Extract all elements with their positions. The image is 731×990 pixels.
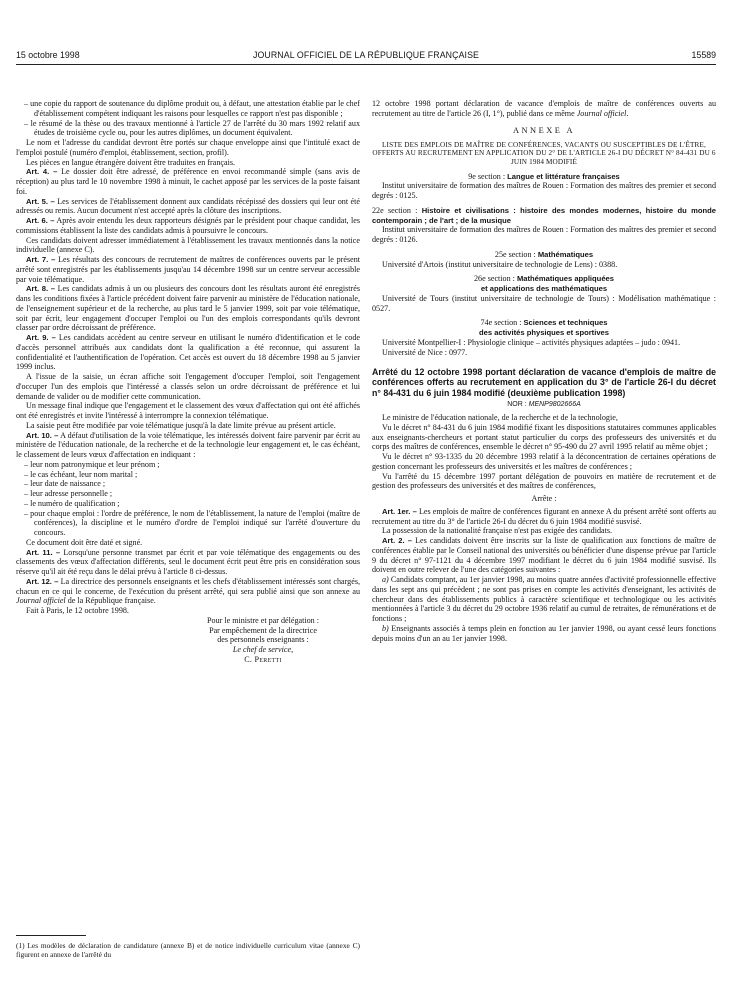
header-date: 15 octobre 1998 xyxy=(16,50,80,60)
section-9-heading xyxy=(372,172,716,182)
list-item: – le cas échéant, leur nom marital ; xyxy=(24,469,138,479)
article-label: Art. 6. – xyxy=(26,216,55,225)
article-5 xyxy=(16,197,360,217)
section-25-heading xyxy=(372,250,716,260)
article-text: Les services de l'établissement donnent aux candidats récépissé des dossiers qui leur ont été adressés ou remis. Aucun document n'est accepté après la clôture des inscriptions. xyxy=(16,196,360,216)
section-22-heading xyxy=(372,206,716,226)
item-letter: b) xyxy=(382,623,389,633)
paragraph: La saisie peut être modifiée par voie télématique jusqu'à la date limite prévue au présent article. xyxy=(26,420,336,430)
section-entry: Université Montpellier-I : Physiologie clinique – activités physiques adaptées – judo : 0941. xyxy=(382,337,681,347)
paragraph: La possession de la nationalité française n'est pas exigée des candidats. xyxy=(382,526,613,536)
article-label: Art. 11. – xyxy=(26,547,61,557)
list-item: – le numéro de qualification ; xyxy=(24,498,120,508)
list-item: – leur adresse personnelle ; xyxy=(24,489,113,498)
paragraph: 12 octobre 1998 portant déclaration de vacance d'emplois de maître de conférences ouverts au recrutement au titre de l'article 26 (I, 1°), publié dans ce même Journal officiel. xyxy=(372,99,716,118)
article-text: Après avoir entendu les deux rapporteurs désignés par le président pour chaque candidat, les commissions établissent la liste des candidats admis à poursuivre le concours. xyxy=(16,216,360,235)
article-text: Les emplois de maître de conférences figurant en annexe A du présent arrêté sont offerts au recrutement au titre du 3° de l'article 26-I du décret du 6 juin 1984 modifié susvisé. xyxy=(372,506,716,526)
signature-role-text: Le chef de service, xyxy=(232,645,294,654)
section-74-heading xyxy=(372,318,716,338)
section-number: 26e section : xyxy=(474,274,517,284)
header-rule xyxy=(16,64,716,65)
signature-line: des personnels enseignants : xyxy=(217,635,309,645)
annex-heading: ANNEXE A xyxy=(512,125,576,135)
item-letter: a) xyxy=(382,575,389,585)
section-entry: Université d'Artois (institut universitaire de technologie de Lens) : 0388. xyxy=(382,259,618,269)
nor-reference xyxy=(372,401,716,409)
header-title: JOURNAL OFFICIEL DE LA RÉPUBLIQUE FRANÇAISE xyxy=(252,50,480,60)
section-26-heading xyxy=(372,274,716,294)
journal-officiel-ref: Journal officiel xyxy=(576,108,627,118)
paragraph: Vu le décret n° 93-1335 du 20 décembre 1993 relatif à la déconcentration de certaines opérations de gestion concernant les professeurs des universités et les maîtres de conférences ; xyxy=(372,452,716,471)
section-entry: Université de Tours (institut universitaire de technologie de Tours) : Modélisation mathématique : 0527. xyxy=(372,293,716,313)
list-item: – une copie du rapport de soutenance du diplôme produit ou, à défaut, une attestation établie par le chef d'établissement compétent indiquant les raisons pour lesquelles ce rapport n'est pas disponible ; xyxy=(24,99,360,118)
article-12 xyxy=(16,577,360,606)
article-label: Art. 8. – xyxy=(26,284,55,294)
section-entry: Institut universitaire de formation des maîtres de Rouen : Formation des maîtres des premier et second degrés : 0126. xyxy=(372,225,716,245)
paragraph: Le ministre de l'éducation nationale, de la recherche et de la technologie, xyxy=(382,413,618,423)
nor-code: MENP9802666A xyxy=(528,400,581,408)
article-text: Les candidats accèdent au centre serveur en utilisant le numéro d'identification et le code d'accès personnel attribués aux candidats dont la qualification a été reconnue, qui assurent la confidentialité et l'authentification de l'opération. Cet accès est ouvert du 18 décembre 1998 au 5 janvier 1999 inclus. xyxy=(16,333,360,372)
article-text: de la République française. xyxy=(65,596,156,606)
nor-label: NOR : xyxy=(507,400,529,408)
article-text: Les candidats doivent être inscrits sur la liste de qualification aux fonctions de maître de conférences établie par le Conseil national des universités ou bénéficier d'une dispense prévue par l'article 9 du décret n° 97-1121 du 4 décembre 1997 modifiant le décret du 6 juin 1984 modifié susvisé. Ils doivent en outre relever de l'une des catégories suivantes : xyxy=(372,536,716,575)
section-number: 25e section : xyxy=(494,249,538,259)
paragraph: Vu le décret n° 84-431 du 6 juin 1984 modifié fixant les dispositions statutaires communes applicables aux enseignants-chercheurs et portant statut particulier du corps des professeurs des universités et du corps des maîtres de conférences, ensemble le décret n° 95-490 du 27 avril 1995 relatif au même objet ; xyxy=(372,422,716,452)
article-text: Les résultats des concours de recrutement de maîtres de conférences ouverts par le présent arrêté sont enregistrés par les établissements jusqu'au 14 décembre 1998 sur un centre serveur accessible par voie télématique. xyxy=(16,255,360,284)
article-label: Art. 5. – xyxy=(26,196,55,206)
section-number: 74e section : xyxy=(480,318,524,328)
section-title: Sciences et techniques xyxy=(523,318,608,328)
article-label: Art. 2. – xyxy=(382,536,412,546)
item-text: Candidats comptant, au 1er janvier 1998, au moins quatre années d'activité professionnelle effective dans les sept ans qui précèdent ; ne sont pas prises en compte les activités d'enseignant, les activités de chercheur dans des établissements publics à caractère scientifique et technologique ou les activités mentionnées à l'article 3 du décret du 29 octobre 1936 relatif au cumul de retraites, de rémunérations et de fonctions ; xyxy=(372,575,716,624)
article-text: Les candidats admis à un ou plusieurs des concours dont les résultats auront été enregistrés dans les conditions fixées à l'article précédent doivent faire parvenir au ministère de l'éducation nationale, de l'enseignement supérieur et de la recherche, au plus tard le 5 janvier 1999, soit par voie télématique, soit par écrit, leur engagement d'occuper l'emploi ou l'un des emplois correspondants qu'ils devront classer par ordre décroissant de préférence. xyxy=(16,284,360,333)
article-label: Art. 7. – xyxy=(26,255,56,264)
article-1 xyxy=(372,507,716,527)
article-text: A défaut d'utilisation de la voie télématique, les intéressés doivent faire parvenir par écrit au ministère de l'éducation nationale, de la recherche et de la technologie leur engagement et, le cas échéant, le classement de leurs vœux d'affectation en indiquant : xyxy=(16,430,360,459)
article-label: Art. 1er. – xyxy=(382,506,417,516)
section-title: Langue et littérature françaises xyxy=(507,171,620,181)
annex-list-title: LISTE DES EMPLOIS DE MAÎTRE DE CONFÉRENCES, VACANTS OU SUSCEPTIBLES DE L'ÊTRE, OFFERTS AU RECRUTEMENT EN APPLICATION DU 2° DE L'ARTICLE 26-I DU DÉCRET N° 84-431 DU 6 JUIN 1984 MODIFIÉ xyxy=(372,140,716,166)
paragraph-text: 12 octobre 1998 portant déclaration de vacance d'emplois de maître de conférences ouverts au recrutement au titre de l'article 26 (I, 1°), publié dans ce même xyxy=(372,99,716,118)
signature-role xyxy=(166,645,360,655)
list-item: – pour chaque emploi : l'ordre de préférence, le nom de l'établissement, la nature de l'emploi (maître de conférences), la discipline et le numéro d'ordre de l'emploi indiqué sur l'arrêté d'ouverture du concours. xyxy=(24,508,360,537)
footnote: (1) Les modèles de déclaration de candidature (annexe B) et de notice individuelle curriculum vitae (annexe C) figurent en annexe de l'arrêté du xyxy=(16,941,360,959)
section-title: des activités physiques et sportives xyxy=(479,328,609,338)
section-number: 9e section : xyxy=(468,171,508,181)
article-8 xyxy=(16,284,360,333)
section-number: 22e section : xyxy=(372,205,422,215)
article-11 xyxy=(16,548,360,577)
signature-block xyxy=(166,616,360,665)
arrete-heading: Arrête : xyxy=(531,494,557,504)
article-text: Le dossier doit être adressé, de préférence en envoi recommandé simple (sans avis de réception) au plus tard le 10 novembre 1998 à minuit, le cachet apposé par les services de la poste faisant foi. xyxy=(16,167,361,196)
paragraph: Un message final indique que l'engagement et le classement des vœux d'affectation qui ont été affichés ont été enregistrés et invite l'intéressé à interrompre la connexion télématique. xyxy=(16,401,360,420)
section-title: et applications des mathématiques xyxy=(480,284,608,294)
paragraph: Vu l'arrêté du 15 décembre 1997 portant délégation de pouvoirs en matière de recrutement et de gestion des professeurs des universités et des maîtres de conférences, xyxy=(372,471,716,491)
right-column xyxy=(372,99,716,959)
signing-place-date: Fait à Paris, le 12 octobre 1998. xyxy=(26,606,129,615)
paragraph: Ce document doit être daté et signé. xyxy=(26,537,143,547)
article-label: Art. 10. – xyxy=(26,430,59,440)
section-entry: Université de Nice : 0977. xyxy=(382,347,468,357)
section-title: Mathématiques appliquées xyxy=(516,274,614,284)
header-page-number: 15589 xyxy=(691,50,716,60)
article-2 xyxy=(372,536,716,575)
left-column xyxy=(16,99,360,937)
journal-officiel-ref: Journal officiel xyxy=(16,596,66,606)
article-label: Art. 4. – xyxy=(26,167,58,177)
page-header xyxy=(16,50,716,62)
signature-line: Pour le ministre et par délégation : xyxy=(207,615,319,625)
paragraph: A l'issue de la saisie, un écran affiche soit l'engagement d'occuper l'emploi, soit l'engagement d'occuper l'un des emplois que l'intéressé a classés selon un ordre décroissant de préférence et lui demande de valider ou de modifier cette communication. xyxy=(16,372,360,401)
article-text: La directrice des personnels enseignants et les chefs d'établissement intéressés sont chargés, chacun en ce qui le concerne, de l'exécution du présent arrêté, qui sera publié ainsi que son annexe au xyxy=(16,576,360,596)
section-title: Histoire et civilisations : histoire des mondes modernes, histoire du monde contemporain ; de l'art ; de la musique xyxy=(372,205,716,225)
item-text: Enseignants associés à temps plein en fonction au 1er janvier 1998, ou ayant cessé leurs fonctions depuis moins d'un an au 1er janvier 1998. xyxy=(372,623,716,643)
paragraph: Le nom et l'adresse du candidat devront être portés sur chaque enveloppe ainsi que l'intitulé exact de l'emploi postulé (numéro d'emploi, établissement, section, profil). xyxy=(16,138,360,157)
article-label: Art. 9. – xyxy=(26,333,56,342)
article-4 xyxy=(16,167,360,196)
article-7 xyxy=(16,255,360,284)
list-item: – leur nom patronymique et leur prénom ; xyxy=(24,459,160,469)
list-item xyxy=(372,575,716,624)
article-6 xyxy=(16,216,360,236)
section-title: Mathématiques xyxy=(537,249,594,259)
section-entry: Institut universitaire de formation des maîtres de Rouen : Formation des maîtres des premier et second degrés : 0125. xyxy=(372,181,716,201)
paragraph: Les pièces en langue étrangère doivent être traduites en français. xyxy=(26,157,235,167)
list-item xyxy=(372,624,716,644)
footnote-rule xyxy=(16,935,86,936)
signatory-name: C. Peretti xyxy=(244,654,282,664)
signature-line: Par empêchement de la directrice xyxy=(209,625,317,635)
paragraph: Ces candidats doivent adresser immédiatement à l'établissement les travaux mentionnés dans la notice individuelle (annexe C). xyxy=(16,235,360,255)
article-text: Lorsqu'une personne transmet par écrit et par voie télématique des engagements ou des classements des vœux d'affectation différents, seul le document écrit peut être pris en considération sous réserve qu'il ait été reçu dans le délai prévu à l'article 8 ci-dessus. xyxy=(16,547,360,576)
list-item: – leur date de naissance ; xyxy=(24,479,106,489)
article-label: Art. 12. – xyxy=(26,576,59,586)
article-10 xyxy=(16,431,360,460)
article-9 xyxy=(16,333,360,372)
list-item: – le résumé de la thèse ou des travaux mentionné à l'article 27 de l'arrêté du 30 mars 1992 relatif aux études de troisième cycle ou, pour les autres diplômes, un document équivalent. xyxy=(24,118,360,138)
decree-title: Arrêté du 12 octobre 1998 portant déclaration de vacance d'emplois de maître de conférences offerts au recrutement en application du 3° de l'article 26-I du décret n° 84-431 du 6 juin 1984 modifié (deuxième publication 1998) xyxy=(372,367,716,398)
